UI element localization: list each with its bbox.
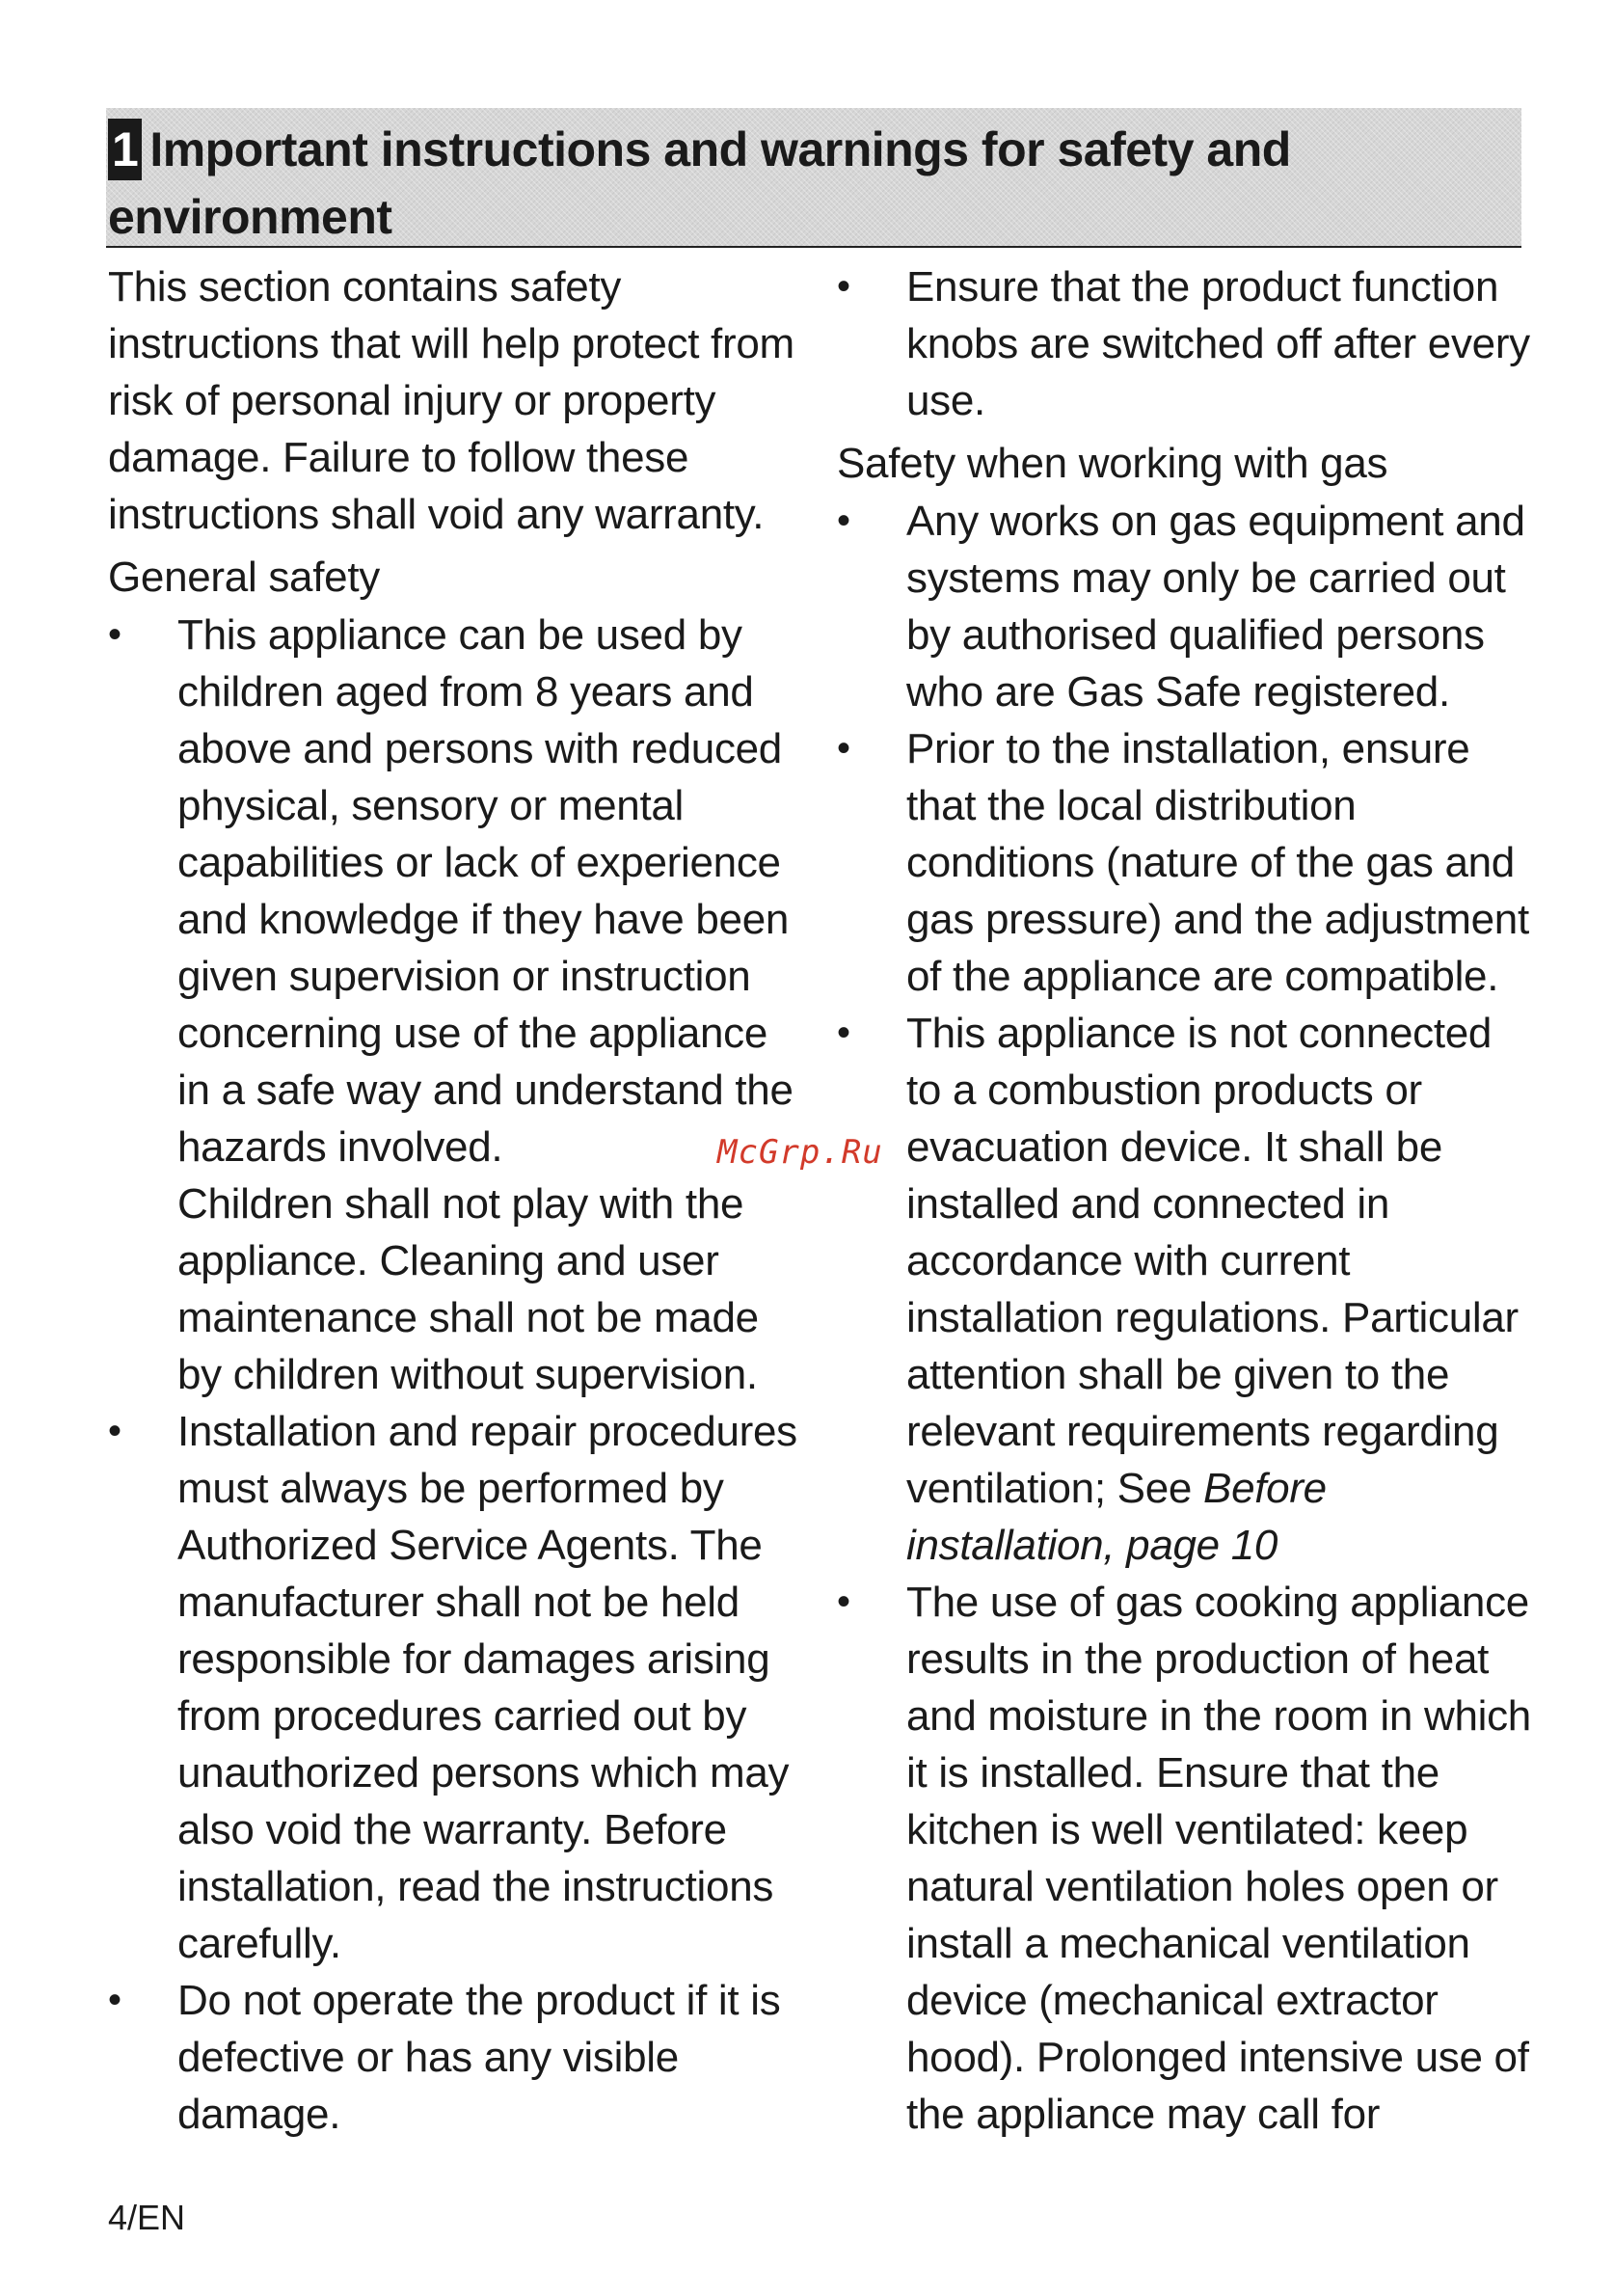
list-item-text: Do not operate the product if it is defective or has any visible damage. — [177, 1977, 781, 2138]
intro-paragraph: This section contains safety instructions that will help protect from risk of personal injury or property damage. Failure to follow these instructions shall void any warranty. — [108, 263, 794, 538]
page-number: 4/EN — [108, 2198, 186, 2237]
general-safety-heading: General safety — [108, 554, 380, 601]
left-column — [108, 258, 802, 2143]
list-item-text: The use of gas cooking appliance results in the production of heat and moisture in the room in which it is installed. Ensure that the kitchen is well ventilated: keep natural ventilation holes open or install a mechanical ventilation device (mechanical extractor hood). Prolonged intensive use of the appliance may call for — [906, 1579, 1531, 2138]
section-number: 1 — [108, 119, 142, 180]
list-item — [108, 1403, 802, 1972]
list-item — [108, 607, 802, 1175]
list-item-text: This appliance can be used by children aged from 8 years and above and persons with reduced physical, sensory or mental capabilities or lack of experience and knowledge if they have been given supervision or instruction concerning use of the appliance in a safe way and understand the hazards involved. — [177, 611, 794, 1171]
list-item-text: Prior to the installation, ensure that the local distribution conditions (nature of the gas and gas pressure) and the adjustment of the appliance are compatible. — [906, 725, 1529, 1000]
list-item — [837, 720, 1531, 1005]
cross-reference-link[interactable]: Before installation, page 10 — [906, 1465, 1327, 1569]
general-safety-list — [108, 607, 802, 2143]
list-item-text: Any works on gas equipment and systems may only be carried out by authorised qualified persons who are Gas Safe registered. — [906, 498, 1525, 716]
watermark: McGrp.Ru — [717, 1133, 883, 1172]
list-item — [837, 258, 1531, 429]
list-item — [837, 1574, 1531, 2143]
gas-safety-list — [837, 493, 1531, 2143]
list-item-text: This appliance is not connected to a combustion products or evacuation device. It shall be installed and connected in accordance with current installation regulations. Particular attention shall be given to the relevant requirements regarding ventilation; See — [906, 1010, 1519, 1512]
list-item-text: Installation and repair procedures must always be performed by Authorized Service Agents. The manufacturer shall not be held responsible for damages arising from procedures carried out by unauthorized persons which may also void the warranty. Before installation, read the instructions carefully. — [177, 1408, 797, 1967]
section-title — [108, 116, 1521, 251]
list-item — [837, 1005, 1531, 1574]
list-item-text: Ensure that the product function knobs are switched off after every use. — [906, 263, 1530, 424]
function-knobs-list — [837, 258, 1531, 429]
list-item-continuation — [108, 1175, 802, 1403]
list-item-text: Children shall not play with the appliance. Cleaning and user maintenance shall not be made by children without supervision. — [177, 1180, 759, 1398]
section-header — [106, 108, 1521, 248]
list-item — [108, 1972, 802, 2143]
right-column — [837, 258, 1531, 2143]
gas-safety-heading: Safety when working with gas — [837, 440, 1388, 487]
list-item — [837, 493, 1531, 720]
section-title-text: Important instructions and warnings for safety and environment — [108, 122, 1291, 244]
